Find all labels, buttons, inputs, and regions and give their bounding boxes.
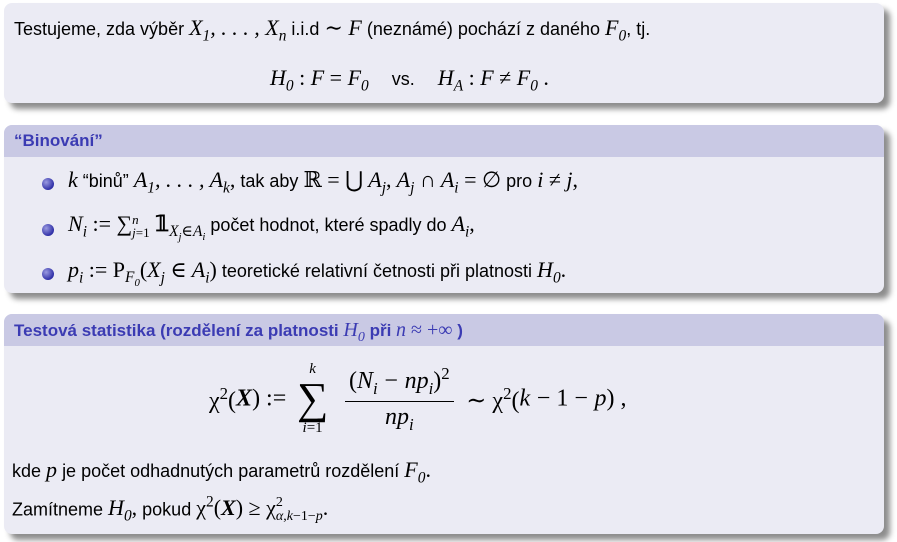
sample-math: $X_1$, . . . , $X_n$ (189, 15, 287, 45)
title-n-math: n ≈ +∞ (396, 319, 453, 341)
title-text-1: Testová statistika (rozdělení za platnosti (14, 321, 339, 340)
bullet-icon (42, 224, 54, 236)
list-item-bins (68, 167, 578, 197)
bins-word: “binů” (82, 171, 129, 191)
if-text: pokud (142, 499, 192, 520)
statistic-title (4, 314, 884, 346)
hypothesis-block (4, 3, 884, 103)
title-text-2: při (369, 321, 392, 340)
sum-operator: k ∑ i=1 (296, 361, 329, 436)
pi-math: $p_i$ := $P_{F_0}(X_j$ ∈ $A_i$) (68, 257, 217, 290)
h0-math: $H_0$. (537, 257, 567, 287)
title-text-3: ) (457, 321, 463, 340)
p-math: p (46, 457, 58, 482)
k-math: k (68, 167, 78, 192)
intro-text-1: Testujeme, zda výběr (14, 19, 185, 39)
f0-end-math: $F_0$. (404, 457, 431, 487)
hypotheses-line (270, 65, 549, 95)
ij-math: i ≠ j, (537, 167, 579, 192)
chi-square-formula: $\chi^2(X)$ := k ∑ i=1 $\frac{(N_i - np_i)^2}{np_i}$ ∼ $\chi^2(k - 1 - p)$ , (209, 361, 627, 436)
binning-block (4, 125, 884, 293)
where-text: kde (12, 461, 42, 481)
intro-text-3: (neznámé) pochází z daného (366, 19, 601, 39)
f0-math: $F_0$ (605, 15, 627, 45)
vs-text: vs. (391, 69, 415, 89)
for-text: pro (506, 171, 533, 191)
bullet-icon (42, 178, 54, 190)
reject-h0-math: $H_0$, (108, 495, 138, 525)
counts-text: počet hodnot, které spadly do (210, 215, 447, 235)
list-item-probs (68, 257, 566, 289)
binning-title: “Binování” (4, 125, 884, 157)
statistic-block (4, 314, 884, 534)
inequality-math: $\chi^2(X) \ge \chi$ 2 α,k−1−p . (196, 494, 329, 524)
dist-math: ∼ F (324, 15, 362, 40)
rejection-rule (12, 494, 328, 526)
ni-math: $N_i$ := ∑ n j=1 $𝟙_{X_j\in A_i}$ (68, 211, 206, 244)
intro-text-2: i.i.d (291, 19, 320, 39)
so-that-text: tak aby (240, 171, 299, 191)
probs-text: teoretické relativní četnosti při platnosti (221, 261, 533, 281)
bullet-icon (42, 268, 54, 280)
ha-formula: $H_A$ : $F \ne F_0$ . (437, 65, 549, 95)
list-item-counts (68, 211, 475, 243)
ai-math: $A_i$, (451, 211, 475, 241)
h0-formula: $H_0$ : $F = F_0$ (270, 65, 369, 95)
fraction: $\frac{(N_i - np_i)^2}{np_i}$ (345, 364, 454, 435)
parameters-note (12, 457, 431, 487)
reject-text: Zamítneme (12, 499, 104, 520)
title-h0-math: $H_0$ (343, 319, 365, 345)
partition-math: ℝ = ⋃ $A_j$, $A_j$ ∩ $A_i$ = ∅ (303, 167, 502, 197)
intro-line (14, 15, 650, 45)
bins-math: $A_1$, . . . , $A_k$, (133, 167, 236, 197)
parameters-text: je počet odhadnutých parametrů rozdělení (62, 461, 400, 481)
intro-text-4: , tj. (626, 19, 651, 39)
